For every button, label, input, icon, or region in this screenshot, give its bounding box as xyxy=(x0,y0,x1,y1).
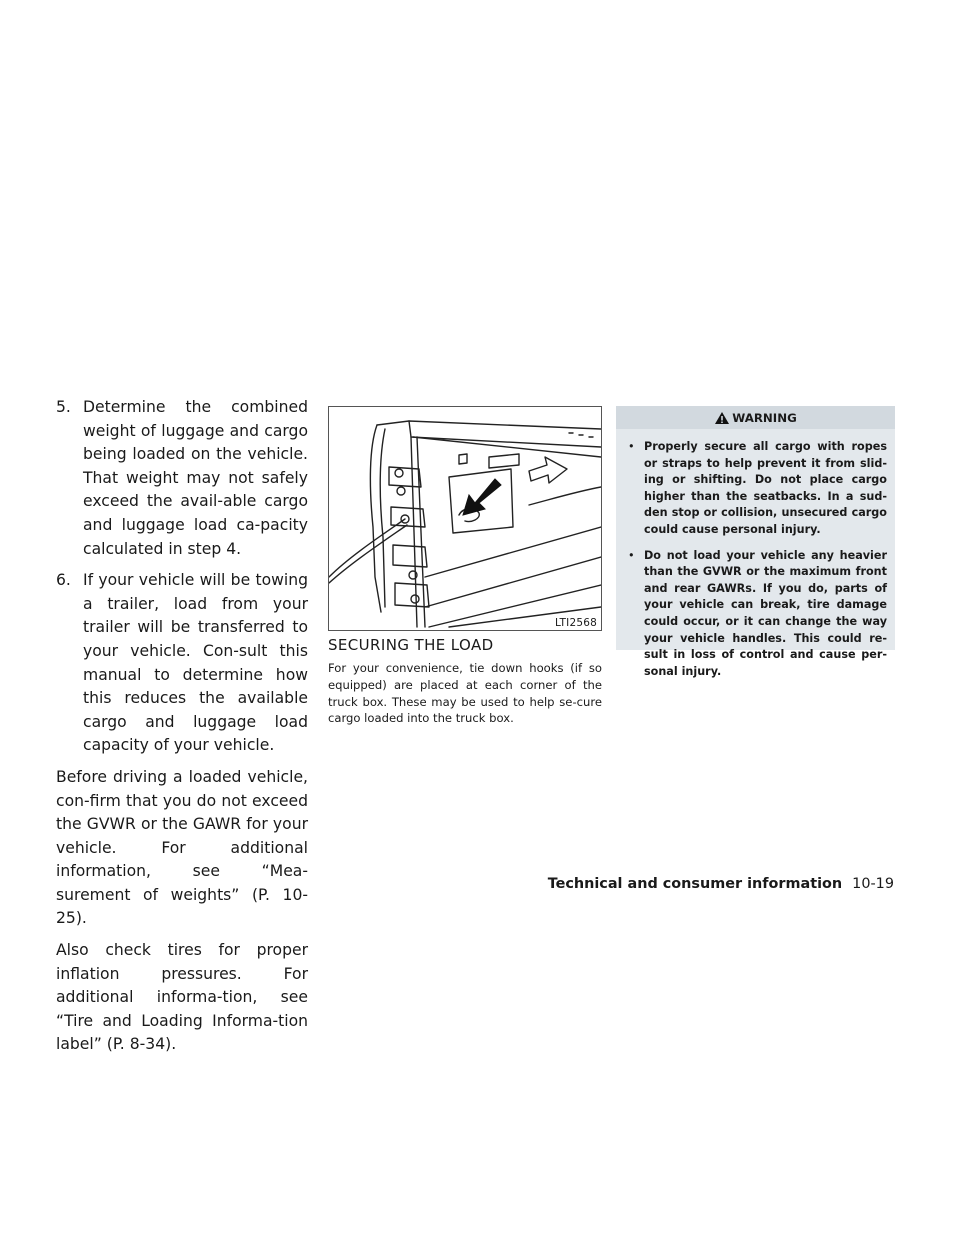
page-footer xyxy=(548,876,894,892)
warning-item-text: Properly secure all cargo with ropes or straps to help prevent it from slid-ing or shifting. Do not place cargo higher than the seatbacks. In a sud-den stop or collision, unsecured cargo could cause personal injury. xyxy=(644,440,887,536)
warning-item-text: Do not load your vehicle any heavier than the GVWR or the maximum front and rear GAWRs. If you do, parts of your vehicle can break, tire damage could occur, or it can change the way your vehicle handles. This could re-sult in loss of control and cause per-sonal injury. xyxy=(644,548,887,678)
list-item-number: 5. xyxy=(56,398,71,416)
list-item xyxy=(56,569,308,758)
footer-section-title: Technical and consumer information xyxy=(547,876,843,892)
list-item-text: If your vehicle will be towing a trailer, load from your trailer will be transferred to your vehicle. Con-sult this manual to determine how this reduces the available cargo and luggage load capacity of your vehicle. xyxy=(83,571,308,755)
list-item-number: 6. xyxy=(56,571,71,590)
section-title: SECURING THE LOAD xyxy=(328,636,494,654)
tie-down-hook-drawing xyxy=(329,407,601,630)
figure-code: LTI2568 xyxy=(554,617,597,629)
warning-item xyxy=(628,439,887,539)
list-item-text: Determine the combined weight of luggage and cargo being loaded on the vehicle. That weight may not safely exceed the avail-able cargo and luggage load ca-pacity calculated in step 4. xyxy=(83,398,308,558)
paragraph: Also check tires for proper inflation pressures. For additional informa-tion, see “Tire and Loading Informa-tion label” (P. 8-34). xyxy=(56,941,308,1054)
paragraph: Before driving a loaded vehicle, con-firm that you do not exceed the GVWR or the GAWR for your vehicle. For additional information, see “Mea-surement of weights” (P. 10-25). xyxy=(56,767,308,928)
truck-bed-illustration xyxy=(328,406,602,631)
bullet: • xyxy=(628,440,635,453)
bullet: • xyxy=(628,548,635,562)
page-number: 10-19 xyxy=(852,876,894,892)
list-item xyxy=(56,396,308,561)
left-column xyxy=(56,396,308,1057)
warning-item xyxy=(628,548,887,681)
warning-box xyxy=(616,406,895,678)
warning-heading: WARNING xyxy=(732,410,797,425)
warning-header xyxy=(616,406,895,429)
warning-list xyxy=(628,439,887,680)
warning-triangle-icon xyxy=(714,411,730,425)
section-body: For your convenience, tie down hooks (if so equipped) are placed at each corner of the truck box. These may be used to help se-cure cargo loaded into the truck box. xyxy=(328,661,602,726)
